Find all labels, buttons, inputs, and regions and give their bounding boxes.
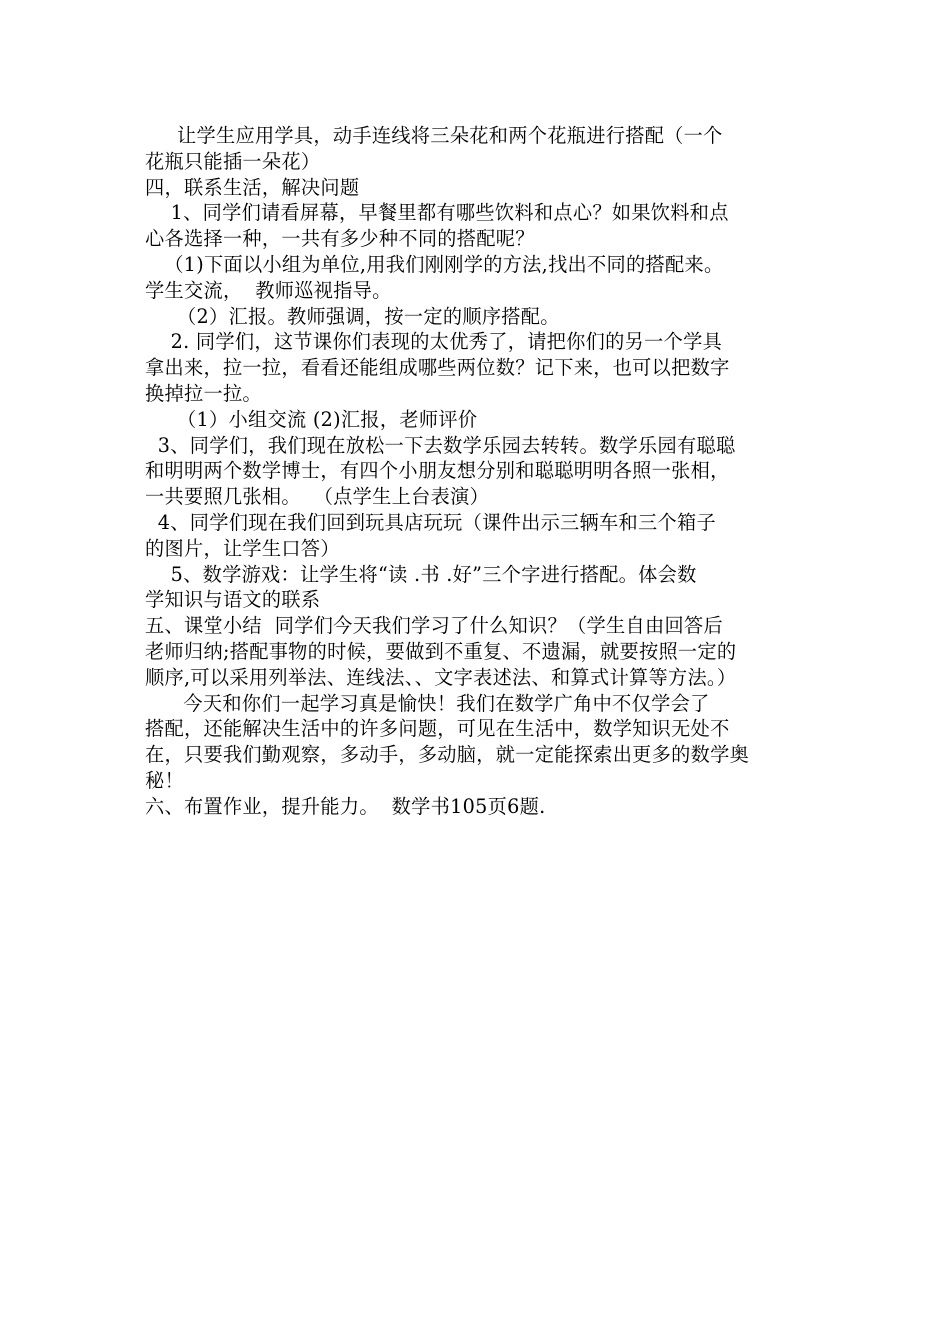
text-line: （1)下面以小组为单位,用我们刚刚学的方法,找出不同的搭配来。 [145,252,724,276]
text-line: 花瓶只能插一朵花） [145,149,321,173]
lesson-plan-text [145,123,810,820]
text-line: 5、数学游戏：让学生将“读 .书 .好”三个字进行搭配。体会数 [145,562,697,586]
text-line: 学知识与语文的联系 [145,588,321,612]
text-line: 的图片，让学生口答） [145,536,340,560]
text-line: 学生交流， 教师巡视指导。 [145,278,392,302]
text-line: 一共要照几张相。 （点学生上台表演） [145,485,490,509]
text-line: 4、同学们现在我们回到玩具店玩玩（课件出示三辆车和三个箱子 [145,510,716,534]
section-heading: 四，联系生活，解决问题 [145,175,360,199]
section-heading: 六、布置作业，提升能力。 数学书105页6题. [145,794,546,818]
text-line: 让学生应用学具，动手连线将三朵花和两个花瓶进行搭配（一个 [145,124,723,147]
text-line: 搭配，还能解决生活中的许多问题，可见在生活中，数学知识无处不 [145,717,730,741]
text-line: 秘！ [145,768,184,792]
text-line: 和明明两个数学博士，有四个小朋友想分别和聪聪明明各照一张相， [145,459,730,483]
text-line: 在，只要我们勤观察，多动手，多动脑，就一定能探索出更多的数学奥 [145,743,750,767]
text-line: 心各选择一种，一共有多少种不同的搭配呢？ [145,227,535,251]
text-line: （1）小组交流 (2)汇报，老师评价 [145,407,478,431]
text-line: 2. 同学们，这节课你们表现的太优秀了，请把你们的另一个学具 [145,330,723,354]
text-line: 今天和你们一起学习真是愉快！我们在数学广角中不仅学会了 [145,691,710,715]
text-line: 顺序,可以采用列举法、连线法、、文字表述法、和算式计算等方法。） [145,665,737,689]
text-line: 老师归纳;搭配事物的时候，要做到不重复、不遗漏，就要按照一定的 [145,639,737,663]
text-line: 3、同学们，我们现在放松一下去数学乐园去转转。数学乐园有聪聪 [145,433,736,457]
text-line: 1、同学们请看屏幕，早餐里都有哪些饮料和点心？如果饮料和点 [145,201,729,225]
section-heading: 五、课堂小结 同学们今天我们学习了什么知识？（学生自由回答后 [145,614,723,638]
text-line: （2）汇报。教师强调，按一定的顺序搭配。 [145,304,560,328]
text-line: 拿出来，拉一拉，看看还能组成哪些两位数？记下来，也可以把数字 [145,356,730,380]
text-line: 换掉拉一拉。 [145,381,262,405]
